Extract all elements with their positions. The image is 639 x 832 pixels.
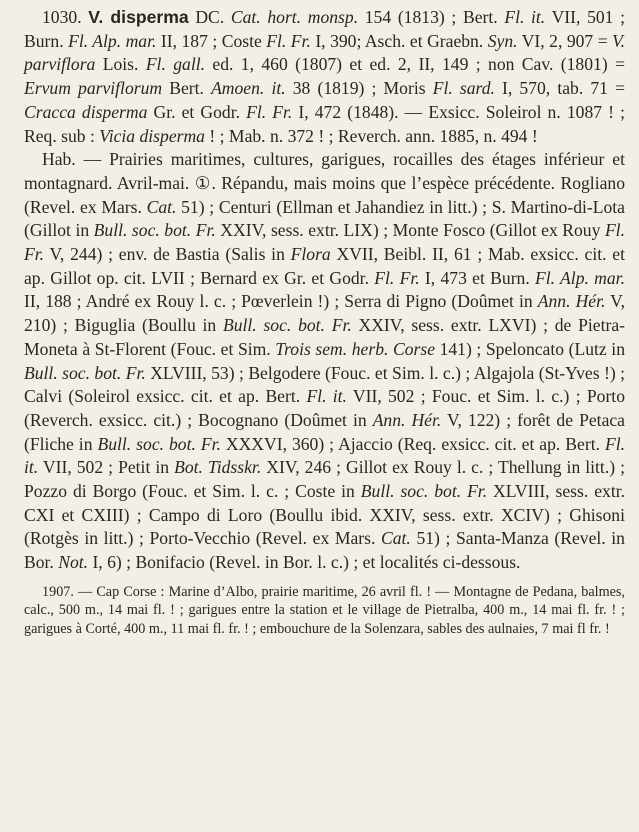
habitat-ref: Cat.	[381, 528, 411, 549]
entry-text: Lois.	[95, 54, 146, 75]
habitat-ref: Fl. Fr.	[24, 220, 625, 265]
entry-ref: Ervum parviflorum	[24, 78, 163, 99]
entry-text: 38 (1819) ; Moris	[285, 78, 433, 99]
entry-text: Bert.	[162, 78, 212, 99]
habitat-ref: Bull. soc. bot. Fr.	[24, 362, 146, 383]
entry-number: 1030.	[42, 7, 82, 27]
entry-text: I, 472 (1848). — Exsicc. Soleirol n. 1087 ! ; Req. sub :	[24, 101, 625, 146]
habitat-text: II, 188 ; André ex Rouy l. c. ; Pœverlein !) ; Serra di Pigno (Doûmet in	[24, 291, 538, 312]
habitat-ref: Fl. Alp. mar.	[535, 267, 625, 288]
entry-ref: Amoen. it.	[211, 78, 286, 99]
notes-paragraph: 1907. — Cap Corse : Marine d’Albo, prairie maritime, 26 avril fl. ! — Montagne de Pedana, balmes, calc., 500 m., 14 mai fl. ! ; garigues entre la station et le village de Pietralba, 400 m., 14 mai fl. fr. ! ; garigues à Corté, 400 m., 11 mai fl. fr. ! ; embouchure de la Solenzara, sables des aulnaies, 7 mai fl fr. !	[24, 583, 625, 638]
habitat-text: V, 210) ; Biguglia (Boullu in	[24, 291, 625, 336]
habitat-ref: Bull. soc. bot. Fr.	[97, 433, 221, 454]
entry-ref: Vicia disperma	[99, 125, 205, 146]
habitat-ref: Fl. Fr.	[374, 267, 420, 288]
habitat-ref: Bot. Tidsskr.	[174, 457, 262, 478]
habitat-text: XXIV, sess. extr. LIX) ; Monte Fosco (Gillot ex Rouy	[215, 220, 605, 241]
habitat-text: 51) ; Santa-Manza (Revel. in Bor.	[24, 528, 625, 573]
entry-text: ed. 1, 460 (1807) et ed. 2, II, 149 ; non Cav. (1801) =	[205, 54, 625, 75]
entry-ref: V. parviflora	[24, 30, 626, 75]
habitat-ref: Ann. Hér.	[537, 291, 606, 312]
entry-text: 154 (1813) ; Bert.	[358, 7, 505, 27]
habitat-text: 51) ; Centuri (Ellman et Jahandiez in litt.) ; S. Martino-di-Lota (Gillot in	[24, 196, 625, 241]
habitat-text: V, 244) ; env. de Bastia (Salis in	[44, 244, 291, 265]
habitat-text: 141) ; Speloncato (Lutz in	[435, 338, 625, 359]
entry-ref: Cat. hort. monsp.	[230, 7, 359, 27]
habitat-text: XXXVI, 360) ; Ajaccio (Req. exsicc. cit. et ap. Bert.	[220, 433, 605, 454]
habitat-ref: Not.	[58, 552, 89, 573]
entry-ref: Syn.	[487, 30, 518, 51]
habitat-ref: Trois sem. herb. Corse	[275, 338, 435, 359]
entry-text: II, 187 ; Coste	[156, 30, 267, 51]
entry-ref: Fl. Fr.	[246, 101, 293, 122]
habitat-ref: Ann. Hér.	[372, 409, 442, 430]
entry-text: I, 390; Asch. et Graebn.	[310, 30, 488, 51]
entry-ref: Fl. sard.	[432, 78, 495, 99]
habitat-text: XXIV, sess. extr. LXVI) ; de Pietra-Moneta à St-Florent (Fouc. et Sim.	[24, 315, 625, 359]
habitat-ref: Fl. it.	[24, 433, 626, 478]
entry-text: VII, 501 ; Burn.	[24, 7, 626, 51]
habitat-text: VII, 502 ; Petit in	[38, 457, 175, 478]
collection-notes	[24, 583, 625, 639]
habitat-text: I, 473 et Burn.	[419, 267, 536, 288]
habitat-ref: Cat.	[146, 196, 177, 217]
habitat-ref: Flora	[290, 244, 331, 265]
species-name: V. disperma	[88, 7, 189, 27]
habitat-ref: Fl. it.	[306, 386, 347, 407]
entry-ref: Cracca disperma	[24, 101, 148, 122]
habitat-text: I, 6) ; Bonifacio (Revel. in Bor. l. c.) ; et localités ci-dessous.	[88, 552, 521, 573]
entry-text: DC.	[188, 7, 231, 27]
entry-text: ! ; Mab. n. 372 ! ; Reverch. ann. 1885, n. 494 !	[204, 125, 538, 146]
habitat-text: XLVIII, 53) ; Belgodere (Fouc. et Sim. l. c.) ; Algajola (St-Yves !) ; Calvi (Soleirol exsicc. cit. et ap. Bert.	[24, 362, 625, 407]
entry-text: I, 570, tab. 71 =	[494, 78, 626, 99]
habitat-text: VII, 502 ; Fouc. et Sim. l. c.) ; Porto (Reverch. exsicc. cit.) ; Bocognano (Doûmet in	[24, 386, 625, 430]
habitat-ref: Bull. soc. bot. Fr.	[93, 220, 216, 241]
habitat-ref: Bull. soc. bot. Fr.	[222, 315, 352, 336]
habitat-ref: Bull. soc. bot. Fr.	[360, 481, 488, 502]
habitat-text: XLVIII, sess. extr. CXI et CXIII) ; Campo di Loro (Boullu ibid. XXIV, sess. extr. XCIV) ; Ghisoni (Rotgès in litt.) ; Porto-Vecchio (Revel. ex Mars.	[24, 481, 625, 549]
main-text	[24, 6, 625, 575]
habitat-paragraph	[24, 148, 625, 575]
entry-ref: Fl. it.	[504, 7, 546, 27]
entry-ref: Fl. gall.	[145, 54, 205, 75]
entry-text: Gr. et Godr.	[147, 101, 247, 122]
entry-ref: Fl. Alp. mar.	[68, 30, 157, 51]
entry-text: VI, 2, 907 =	[517, 30, 613, 51]
habitat-text: XIV, 246 ; Gillot ex Rouy l. c. ; Thellung in litt.) ; Pozzo di Borgo (Fouc. et Sim. l. c. ; Coste in	[24, 457, 625, 502]
species-entry	[24, 6, 625, 148]
habitat-text: V, 122) ; forêt de Petaca (Fliche in	[24, 409, 625, 454]
entry-ref: Fl. Fr.	[266, 30, 311, 51]
habitat-text: XVII, Beibl. II, 61 ; Mab. exsicc. cit. et ap. Gillot op. cit. LVII ; Bernard ex Gr. et Godr.	[24, 244, 625, 288]
habitat-text: Hab. — Prairies maritimes, cultures, garigues, rocailles des étages inférieur et montagnard. Avril-mai. ①. Répandu, mais moins que l’espèce précédente. Rogliano (Revel. ex Mars.	[24, 149, 625, 217]
